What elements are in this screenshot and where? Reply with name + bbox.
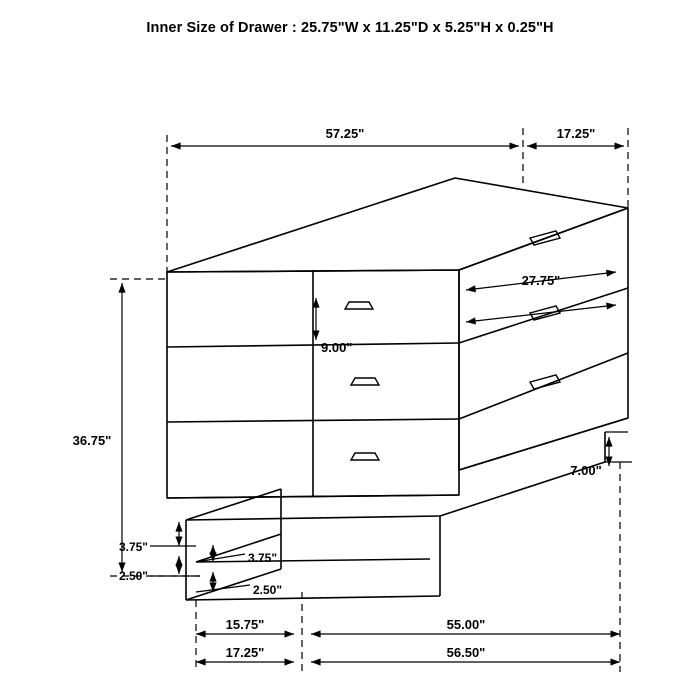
dresser-body bbox=[167, 178, 628, 498]
label-offset-1: 3.75" bbox=[118, 540, 148, 554]
label-total-height: 36.75" bbox=[72, 433, 112, 448]
dimension-labels bbox=[73, 126, 602, 660]
label-offset-2: 2.50" bbox=[118, 569, 148, 583]
label-top-depth: 17.25" bbox=[556, 126, 596, 141]
label-offset-3: 3.75" bbox=[248, 551, 278, 565]
label-bottom-side-depth: 15.75" bbox=[225, 617, 265, 632]
label-leg-height: 7.00" bbox=[570, 463, 602, 478]
label-bottom-front-width-outer: 56.50" bbox=[446, 645, 486, 660]
label-bottom-front-width: 55.00" bbox=[446, 617, 486, 632]
label-drawer-width: 27.75" bbox=[521, 273, 561, 288]
label-offset-4: 2.50" bbox=[253, 583, 283, 597]
drawer-handles bbox=[345, 231, 560, 460]
label-bottom-side-depth-outer: 17.25" bbox=[225, 645, 265, 660]
label-drawer-height: 9.00" bbox=[321, 340, 353, 355]
label-top-width: 57.25" bbox=[325, 126, 365, 141]
metal-base-frame bbox=[186, 432, 605, 600]
page-title: Inner Size of Drawer : 25.75"W x 11.25"D x 5.25"H x 0.25"H bbox=[146, 20, 554, 36]
dimension-lines bbox=[110, 128, 632, 672]
